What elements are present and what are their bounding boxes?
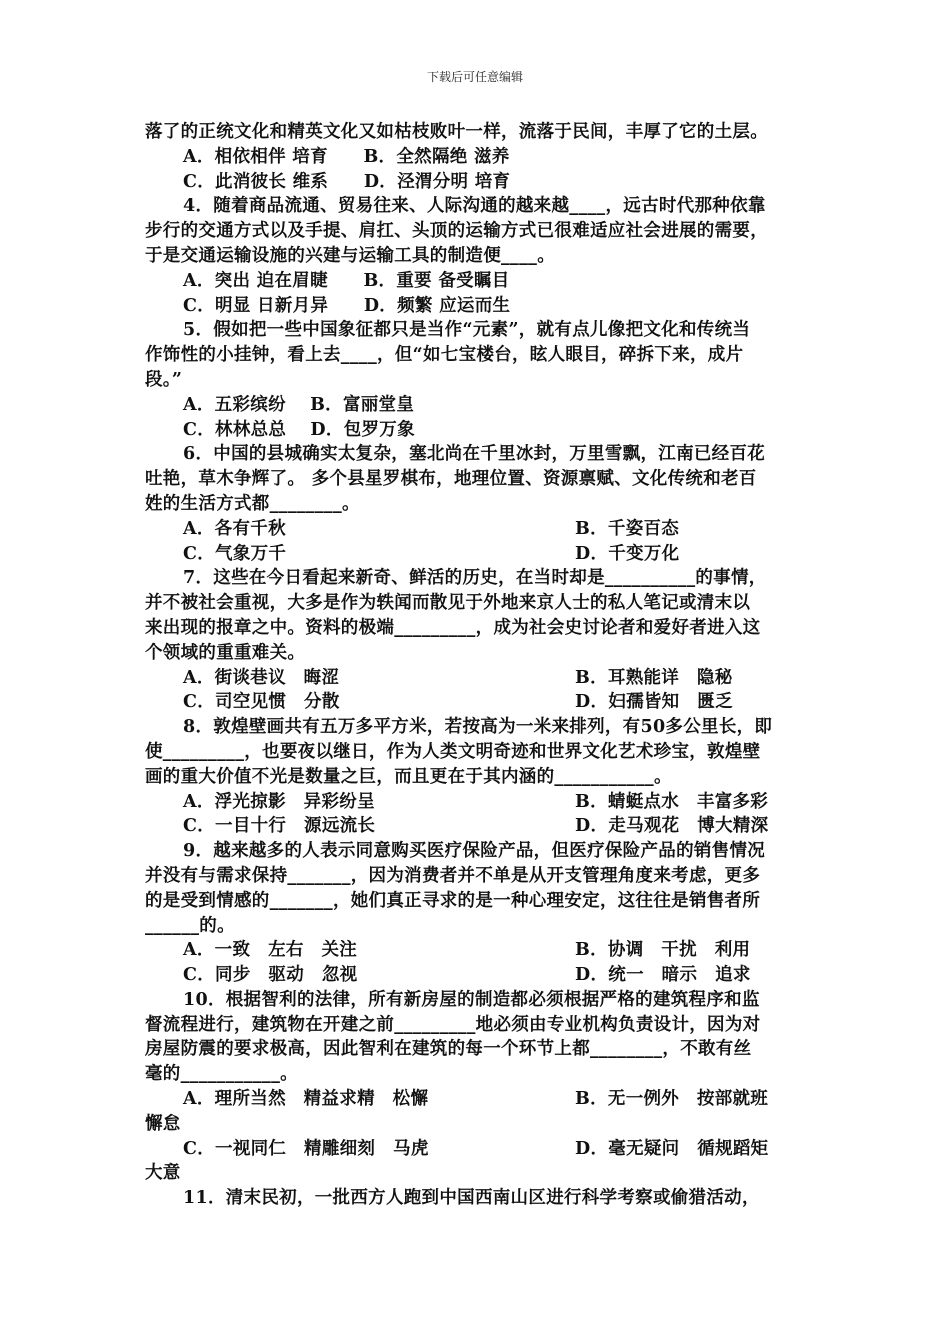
text-line: 5．假如把一些中国象征都只是当作“元素”，就有点儿像把文化和传统当 bbox=[183, 320, 751, 341]
text-line: 使_________，也要夜以继日，作为人类文明奇迹和世界文化艺术珍宝，敦煌壁 bbox=[145, 741, 761, 762]
text-line: A．相依相伴 培育 B．全然隔绝 滋养 bbox=[183, 146, 510, 167]
text-line: 8．敦煌壁画共有五万多平方米，若按高为一米来排列，有50多公里长，即 bbox=[183, 717, 773, 738]
text-line: C．林林总总 D．包罗万象 bbox=[183, 419, 415, 440]
option-text: B．千姿百态 bbox=[575, 518, 680, 539]
option-text: A．各有千秋 bbox=[183, 518, 286, 539]
option-row bbox=[145, 814, 810, 839]
text-line: 10．根据智利的法律，所有新房屋的制造都必须根据严格的建筑程序和监 bbox=[183, 989, 760, 1010]
option-text: A．街谈巷议 晦涩 bbox=[183, 667, 340, 688]
text-line: A．突出 迫在眉睫 B．重要 备受瞩目 bbox=[183, 270, 510, 291]
document-body bbox=[145, 120, 810, 1211]
text-line: 4．随着商品流通、贸易往来、人际沟通的越来越____，远古时代那种依靠 bbox=[183, 196, 766, 217]
option-text: B．协调 干扰 利用 bbox=[575, 940, 751, 961]
option-text: C．一目十行 源远流长 bbox=[183, 816, 376, 837]
text-line: 的是受到情感的_______，她们真正寻求的是一种心理安定，这往往是销售者所 bbox=[145, 890, 761, 911]
page-header: 下载后可任意编辑 bbox=[426, 70, 523, 84]
option-row bbox=[145, 938, 810, 963]
text-line: 11．清末民初，一批西方人跑到中国西南山区进行科学考察或偷猎活动， bbox=[183, 1188, 760, 1209]
text-line: 大意 bbox=[145, 1163, 181, 1184]
option-text: C．气象万千 bbox=[183, 543, 287, 564]
option-text: C．同步 驱动 忽视 bbox=[183, 965, 358, 986]
option-row bbox=[145, 517, 810, 542]
option-text: B．蜻蜓点水 丰富多彩 bbox=[575, 791, 769, 812]
text-line: C．此消彼长 维系 D．泾渭分明 培育 bbox=[183, 171, 511, 192]
text-line: 7．这些在今日看起来新奇、鲜活的历史，在当时却是__________的事情， bbox=[183, 568, 767, 589]
text-line: 作饰性的小挂钟，看上去____，但“如七宝楼台，眩人眼目，碎拆下来，成片 bbox=[145, 345, 744, 366]
option-text: D．走马观花 博大精深 bbox=[575, 816, 769, 837]
text-line: A．五彩缤纷 B．富丽堂皇 bbox=[183, 394, 415, 415]
option-row bbox=[145, 1087, 810, 1112]
text-line: 毫的___________。 bbox=[145, 1064, 298, 1085]
option-row bbox=[145, 690, 810, 715]
text-line: C．明显 日新月异 D．频繁 应运而生 bbox=[183, 295, 511, 316]
option-text: B．无一例外 按部就班 bbox=[575, 1089, 769, 1110]
text-line: ______的。 bbox=[145, 915, 235, 936]
option-text: A．理所当然 精益求精 松懈 bbox=[183, 1089, 429, 1110]
text-line: 落了的正统文化和精英文化又如枯枝败叶一样，流落于民间，丰厚了它的土层。 bbox=[145, 122, 768, 142]
text-line: 并不被社会重视，大多是作为轶闻而散见于外地来京人士的私人笔记或清末以 bbox=[145, 593, 751, 614]
text-line: 姓的生活方式都________。 bbox=[145, 493, 360, 514]
text-line: 懈怠 bbox=[145, 1113, 181, 1134]
option-text: A．浮光掠影 异彩纷呈 bbox=[183, 791, 375, 812]
text-line: 并没有与需求保持_______，因为消费者并不单是从开支管理角度来考虑，更多 bbox=[145, 865, 761, 886]
text-line: 9．越来越多的人表示同意购买医疗保险产品，但医疗保险产品的销售情况 bbox=[183, 841, 766, 862]
text-line: 段。” bbox=[145, 369, 183, 390]
option-text: D．千变万化 bbox=[575, 543, 680, 564]
text-line: 个领域的重重难关。 bbox=[145, 642, 306, 663]
option-text: A．一致 左右 关注 bbox=[183, 940, 358, 961]
option-row bbox=[145, 963, 810, 988]
option-row bbox=[145, 666, 810, 691]
text-line: 画的重大价值不光是数量之巨，而且更在于其内涵的___________。 bbox=[145, 766, 672, 787]
text-line: 6．中国的县城确实太复杂，塞北尚在千里冰封，万里雪飘，江南已经百花 bbox=[183, 444, 766, 465]
option-row bbox=[145, 1137, 810, 1162]
text-line: 吐艳，草木争辉了。 多个县星罗棋布，地理位置、资源禀赋、文化传统和老百 bbox=[145, 469, 757, 490]
text-line: 步行的交通方式以及手提、肩扛、头顶的运输方式已很难适应社会进展的需要， bbox=[145, 221, 768, 242]
option-text: B．耳熟能详 隐秘 bbox=[575, 667, 733, 688]
option-row bbox=[145, 542, 810, 567]
option-text: C．一视同仁 精雕细刻 马虎 bbox=[183, 1138, 429, 1159]
option-text: D．毫无疑问 循规蹈矩 bbox=[575, 1138, 769, 1159]
option-text: D．妇孺皆知 匮乏 bbox=[575, 692, 733, 713]
option-row bbox=[145, 790, 810, 815]
text-line: 来出现的报章之中。资料的极端_________，成为社会史讨论者和爱好者进入这 bbox=[145, 617, 761, 638]
text-line: 于是交通运输设施的兴建与运输工具的制造便____。 bbox=[145, 245, 555, 266]
option-text: C．司空见惯 分散 bbox=[183, 692, 340, 713]
text-line: 督流程进行，建筑物在开建之前_________地必须由专业机构负责设计，因为对 bbox=[145, 1014, 761, 1035]
option-text: D．统一 暗示 追求 bbox=[575, 965, 751, 986]
text-line: 房屋防震的要求极高，因此智利在建筑的每一个环节上都________，不敢有丝 bbox=[145, 1039, 752, 1060]
